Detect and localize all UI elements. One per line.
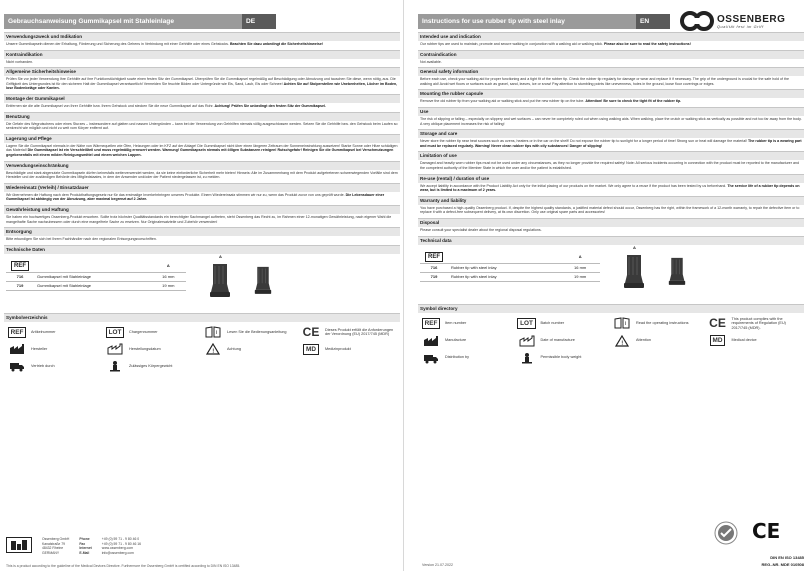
symbol-entry (707, 334, 803, 347)
brand-name: OSSENBERG (717, 13, 786, 25)
de-section-bold: Die Lebensdauer einer Gummikapsel ist abhängig von der Abnutzung, aber maximal begrenzt auf 2 Jahre. (6, 192, 385, 202)
rubber-tip-image-2 (668, 253, 690, 289)
svg-text:i: i (216, 330, 218, 337)
col-a-header: A (560, 251, 600, 264)
de-section-title: Kontraindikation (4, 50, 400, 59)
de-section-bold: Achtung! Prüfen Sie unbedingt den festen Sitz der Gummikapsel. (214, 103, 326, 108)
md-icon: MD (707, 334, 729, 347)
ce-mark-icon: CE (752, 519, 781, 543)
symbol-entry (202, 326, 300, 339)
en-section-text (418, 183, 804, 193)
book-icon (611, 317, 633, 330)
en-symbol-section (418, 304, 804, 365)
factory-icon (6, 343, 28, 356)
warning-icon (611, 334, 633, 347)
table-row (420, 272, 600, 281)
ossenberg-logo-mark (6, 537, 32, 553)
de-section-bold: Beachten Sie dazu unbedingt die Sicherheitshinweise! (229, 42, 324, 46)
en-section-title: Mounting the rubber capsule (418, 89, 804, 98)
en-section-bold: The service life of a rubber tip depends on wear, but is limited to a maximum of 2 years. (420, 183, 800, 193)
dimension-label-a: A (633, 244, 636, 250)
symbol-entry (516, 351, 612, 364)
symbol-label: Read the operating instructions (636, 321, 689, 326)
table-header-row (420, 251, 600, 264)
symbol-label: Artikelnummer (31, 329, 56, 334)
en-section-text (418, 227, 804, 233)
size-cell: 16 mm (560, 263, 600, 272)
en-section-title: Re-use (rental) / duration of use (418, 174, 804, 183)
ce-icon: CE (709, 316, 726, 331)
en-section (418, 151, 804, 170)
size-cell: 16 mm (151, 272, 186, 281)
symbol-entry (420, 351, 516, 364)
size-cell: 19 mm (151, 281, 186, 290)
ossenberg-logo-icon (680, 11, 714, 31)
en-section-text (418, 205, 804, 215)
ref-icon: REF (6, 326, 28, 339)
symbol-entry (104, 326, 202, 339)
en-section (418, 50, 804, 65)
de-section-title: Montage der Gummikapsel (4, 94, 400, 103)
symbol-label: Manufacture (445, 338, 467, 343)
en-section (418, 174, 804, 193)
en-section-title: General safety information (418, 67, 804, 76)
size-cell: 19 mm (560, 272, 600, 281)
de-tech-section (4, 245, 400, 310)
de-section-text (4, 121, 400, 131)
table-row (420, 263, 600, 272)
symbol-label: Batch number (540, 321, 565, 326)
en-section-title: Limitation of use (418, 151, 804, 160)
english-header-title: Instructions for use rubber tip with steel inlay (422, 18, 565, 25)
en-section-body: The risk of slipping or falling – especially on slippery and wet surfaces – can never be completely ruled out when using walking aids. When walking, place the crutch or walking stick as vertically as possible and not too far away from the body. A very oblique placement increases the risk of falling! (420, 116, 802, 126)
en-section-text (418, 116, 804, 126)
english-page (404, 0, 808, 571)
de-section-text (4, 214, 400, 224)
de-section-text (4, 143, 400, 158)
ce-icon: CE (302, 324, 320, 339)
de-section-body: Nicht vorhanden. (6, 59, 34, 64)
de-section-body: Wir übernehmen die Haftung nach dem Produkthaftungsgesetz nur für das erstmalige Inverkehrbringen unseres Produkte. Einem Wiedereinsatz stimmen wir nur zu, wenn das Produkt zuvor von uns geprüft wurde. (6, 192, 345, 197)
de-tech-data (4, 254, 400, 310)
de-section-body: Bitte erkundigen Sie sich bei Ihrem Fachhändler nach den regionalen Entsorgungsvorschriften. (6, 237, 157, 242)
de-section-body: Lagern Sie die Gummikapsel niemals in der Nähe von Wärmequellen wie Öfen, Heizungen oder im KFZ auf der Ablage! Die Gummikapsel nicht über einen längeren Zeitraum der Sonneneinstrahlung aussetzen! Starke Sonne oder Hitze schädigen das Material! (6, 143, 398, 153)
english-header-bar (418, 14, 670, 29)
en-symbol-title: Symbol directory (418, 304, 804, 313)
ossenberg-logo (680, 10, 804, 32)
de-section-body: Unsere Gummikapseln dienen der Erhaltung, Förderung und Sicherung des Gehens in Verbindung mit einer Gehhilfe oder eines Gehstocks. (6, 42, 229, 46)
symbol-label: Hersteller (31, 346, 48, 351)
ref-cell: 716 (420, 263, 448, 272)
english-content (418, 32, 804, 367)
symbol-entry (6, 360, 104, 373)
de-section-title: Verwendungszweck und Indikation (4, 32, 400, 41)
de-section-text (4, 236, 400, 242)
en-section-text (418, 41, 804, 47)
desc-cell: Rubber tip with steel inlay (448, 272, 560, 281)
symbol-entry (300, 343, 398, 356)
de-symbol-grid (4, 322, 400, 373)
ref-cell: 719 (6, 281, 34, 290)
desc-cell: Rubber tip with steel inlay (448, 263, 560, 272)
ref-header: REF (420, 251, 448, 264)
truck-icon (6, 360, 28, 373)
de-section-title: Entsorgung (4, 227, 400, 236)
rubber-tip-image-1 (209, 262, 231, 298)
en-tech-table (420, 251, 600, 282)
en-section-title: Storage and care (418, 129, 804, 138)
de-section-title: Wiedereinsatz (Verleih) / Einsatzdauer (4, 183, 400, 192)
en-section-title: Warranty and liability (418, 196, 804, 205)
de-section-title: Allgemeine Sicherheitshinweise (4, 67, 400, 76)
de-section (4, 205, 400, 224)
tuv-seal-icon (714, 521, 738, 545)
de-section-text (4, 192, 400, 202)
table-header-row (6, 260, 186, 273)
symbol-label: Date of manufacture (540, 338, 575, 343)
en-section-text (418, 98, 804, 104)
en-section-body: Never store the rubber tip near heat sources such as ovens, heaters or in the car on the shelf! Do not expose the rubber tip to sunlight for a longer period of time! Strong sun or heat will damage the material! (420, 139, 748, 144)
en-tech-section (418, 236, 804, 301)
de-section (4, 183, 400, 202)
table-row (6, 272, 186, 281)
en-symbol-grid (418, 313, 804, 365)
dimension-label-a: A (219, 253, 222, 259)
symbol-entry (516, 334, 612, 347)
en-section-text (418, 59, 804, 65)
symbol-label: Item number (445, 321, 467, 326)
en-section (418, 89, 804, 104)
symbol-label: Permissible body weight (540, 355, 582, 360)
symbol-entry (202, 343, 300, 356)
symbol-label: Dieses Produkt erfüllt die Anforderungen der Verordnung (EU) 2017/745 (MDR) (325, 327, 394, 337)
en-section-bold: Please also be sure to read the safety instructions! (603, 42, 691, 46)
de-section-bold: Die Gummikapsel ist ein Verschleißteil und muss regelmäßig erneuert werden. Warnung! Gummikapseln niemals mit ölligen Substanzen reinigen! Rutschgefahr! Reinigen Sie die Gummikapsel bei Verschmutzungen gegebenenfalls mit einem milden Reinigungsmittel und einem weichen Lappen. (6, 148, 394, 157)
symbol-label: This product complies with the requirements of Regulation (EU) 2017/745 (MDR). (731, 316, 786, 330)
symbol-label: Attention (636, 338, 651, 343)
de-section-body: Prüfen Sie vor jeder Verwendung Ihre Gehhilfe auf ihre Funktionstüchtigkeit sowie einen festen Sitz der Gummikapsel. Überprüfen Sie die Gummikapsel regelmäßig auf Beschädigung oder Abnutzung und tauschen Sie diese, wenn nötig, aus. Die Griffigkeit des Untergrundes ist für den sicheren Halt der Gummikapsel verantwortlich! Vermeiden Sie feuchte Böden oder Untergründe wie Eis, Sand, Laub, Eis oder Schnee! (6, 77, 396, 86)
en-tech-data (418, 245, 804, 301)
col-a-header: A (151, 260, 186, 273)
version-label: Version 21.07.2022 (422, 563, 453, 567)
desc-header (448, 251, 560, 264)
symbol-label: Chargennummer (129, 329, 158, 334)
en-section-bold: The rubber tip is a wearing part and must be replaced regularly. Warning! Never clean rubber tips with oily substances! Danger of slipping! (420, 139, 802, 148)
german-content (4, 32, 400, 376)
de-section-text (4, 76, 400, 91)
de-section (4, 227, 400, 242)
english-lang-badge: EN (636, 14, 670, 29)
symbol-label: Herstellungsdatum (129, 346, 161, 351)
de-section-text (4, 59, 400, 65)
warning-icon (202, 343, 224, 356)
en-section-text (418, 76, 804, 86)
en-section (418, 67, 804, 86)
symbol-entry (420, 317, 516, 331)
contact-labels: Phone Fax Internet E-Mail (79, 537, 92, 555)
de-section-title: Gewährleistung und Haftung (4, 205, 400, 214)
svg-text:i: i (625, 321, 627, 328)
ref-cell: 716 (6, 272, 34, 281)
company-address: Ossenberg GmbH Kanalstraße 79 48432 Rheine GERMANY (42, 537, 70, 555)
en-tech-title: Technical data (418, 236, 804, 245)
de-section (4, 50, 400, 65)
lot-icon: LOT (516, 317, 538, 330)
symbol-entry (300, 326, 398, 339)
german-header-title: Gebrauchsanweisung Gummikapsel mit Stahleinlage (8, 18, 174, 25)
de-section-body: Die Gefahr des Wegrutschens oder eines Sturzes – insbesondere auf glatten und nassen Untergründen – kann bei der Verwendung von Gehhilfen niemals völlig ausgeschlossen werden. Setzen Sie die Gehhilfe bzw. den Gehstock beim Laufen so senkrecht wie möglich und nicht zu weit vom Körper entfernt auf. (6, 121, 398, 131)
en-section (418, 218, 804, 233)
symbol-entry (6, 343, 104, 356)
de-section-body: Entfernen sie die alte Gummikapsel von Ihrer Gehhilfe bzw. Ihrem Gehstock und stecken Sie die neue Gummikapsel auf das Rohr. (6, 103, 214, 108)
german-bottom-note: This is a product according to the guideline of the Medical Devices Directive. Furthermore the Ossenberg GmbH is certified according to DIN EN ISO 13485. (6, 564, 241, 568)
symbol-entry (611, 317, 707, 331)
symbol-label: Achtung (227, 346, 241, 351)
cert-line-1: DIN EN ISO 13485 (770, 555, 804, 560)
en-section-text (418, 138, 804, 148)
de-section (4, 32, 400, 47)
en-section-body: You have purchased a high-quality Ossenberg product. If, despite the highest quality standards, a justified material defect should occur, Ossenberg has the right, within the framework of a 12-month warranty, to repair the defective item or to replace it with a defect-free subsequent delivery, at its own discretion. Only use original spare parts and accessories! (420, 205, 800, 215)
symbol-label: Lesen Sie die Bedienungsanleitung (227, 329, 287, 334)
symbol-label: Zulässiges Körpergewicht (129, 363, 173, 368)
de-section (4, 67, 400, 91)
de-section-bold: Achten Sie auf Stolperstellen wie Unebenheiten, Löcher im Boden, lose Bodenbeläge oder Kanten. (6, 81, 398, 91)
en-section-body: We accept liability in accordance with the Product Liability Act only for the initial placing of our products on the market. We only agree to a reuse if the product has been tested by us beforehand. (420, 183, 727, 188)
rubber-tip-image-2 (254, 262, 276, 298)
table-row (6, 281, 186, 290)
en-section (418, 196, 804, 215)
svg-text:!: ! (212, 348, 215, 356)
en-section-body: Damaged and heavily worn rubber tips must not be used under any circumstances, as they no longer provide the required safety! Note: All serious incidents occurring in connection with the product must be reported to the manufacturer and the competent authority of the Member State in which the user and/or the patient is established. (420, 161, 799, 170)
de-tech-title: Technische Daten (4, 245, 400, 254)
en-section (418, 129, 804, 148)
lot-icon: LOT (104, 326, 126, 339)
en-section-body: Not available. (420, 59, 442, 64)
symbol-label: Vertrieb durch (31, 363, 55, 368)
date-icon (516, 334, 538, 347)
weight-icon (516, 351, 538, 364)
symbol-entry (611, 334, 707, 347)
de-section-text (4, 103, 400, 109)
de-section (4, 94, 400, 109)
contact-values: +49 (0) 59 71 - 9 80 46 0 +49 (0) 59 71 - 9 80 46 16 www.ossenberg.com info@ossenberg.com (101, 537, 142, 555)
de-section-text (4, 170, 400, 180)
en-section-text (418, 160, 804, 170)
en-section-title: Use (418, 107, 804, 116)
de-section-title: Verwendungseinschränkung (4, 161, 400, 170)
ref-cell: 719 (420, 272, 448, 281)
de-section (4, 161, 400, 180)
de-section-body: Beschädigte und stark abgenutzte Gummikapseln dürfen keinesfalls weiterverwendet werden, da sie keine einforderliche Sicherheit mehr bieten! Hinweis: Alle im Zusammenhang mit dem Produkt aufgetretenen schwerwiegenden Vorfälle sind dem Hersteller und der zuständigen Behörde des Mitgliedstaates, in dem der Anwender und/oder der Patient niedergelassen ist, zu melden. (6, 170, 398, 180)
german-footer (6, 537, 306, 555)
symbol-entry (6, 326, 104, 339)
de-tech-table (6, 260, 186, 291)
de-symbol-section (4, 313, 400, 373)
book-icon (202, 326, 224, 339)
de-section (4, 112, 400, 131)
desc-cell: Gummikapsel mit Stahleinlage (34, 281, 151, 290)
weight-icon (104, 360, 126, 373)
german-header-bar (4, 14, 276, 29)
md-icon: MD (300, 343, 322, 356)
de-section-title: Benutzung (4, 112, 400, 121)
rubber-tip-image-1 (623, 253, 645, 289)
en-section-title: Intended use and indication (418, 32, 804, 41)
symbol-entry (104, 360, 202, 373)
symbol-entry (104, 343, 202, 356)
en-section-title: Disposal (418, 218, 804, 227)
symbol-entry (420, 334, 516, 347)
date-icon (104, 343, 126, 356)
brand-tagline: Qualität fest im Griff (717, 24, 764, 29)
cert-line-2: REG.-NR. MDE 010508 (761, 562, 804, 567)
de-section-text (4, 41, 400, 47)
symbol-label: Medizinprodukt (325, 346, 351, 351)
symbol-entry (707, 317, 803, 331)
desc-cell: Gummikapsel mit Stahleinlage (34, 272, 151, 281)
en-section-bold: Attention! Be sure to check the tight fit of the rubber tip. (585, 99, 682, 104)
symbol-entry (516, 317, 612, 331)
de-symbol-title: Symbolverzeichnis (4, 313, 400, 322)
en-section-title: Contraindication (418, 50, 804, 59)
german-lang-badge: DE (242, 14, 276, 29)
en-section (418, 32, 804, 47)
en-section-body: Before each use, check your walking aid for proper functioning and a tight fit of the rubber tip. Check the rubber tip regularly for damage or wear and replace it if necessary. The grip of the underground is crucial for the safe hold of the walking aid! Avoid wet floors or surfaces such as gravel, sand, leaves, ice or snow! Pay attention to stumbling points like unevenness, holes in the ground, loose floor coverings or edges. (420, 77, 790, 86)
ref-icon: REF (420, 317, 442, 330)
truck-icon (420, 351, 442, 364)
svg-text:!: ! (621, 339, 624, 347)
factory-icon (420, 334, 442, 347)
de-section (4, 134, 400, 158)
en-section-body: Our rubber tips are used to maintain, promote and secure walking in conjunction with a walking aid or walking stick. (420, 42, 603, 46)
en-section-body: Remove the old rubber tip from your walking aid or walking stick and put the new rubber tip on the tube. (420, 99, 585, 104)
desc-header (34, 260, 151, 273)
symbol-label: Distribution by (445, 355, 470, 360)
en-section-body: Please consult your specialist dealer about the regional disposal regulations. (420, 227, 542, 232)
de-section-body: Sie haben ein hochwertiges Ossenberg-Produkt erworben. Sollte trotz höchster Qualitätsstandards ein berechtigter Sachmangel auftreten, steht Ossenberg das Recht zu, im Rahmen einer 12-monatigen Gewährleistung, nach eigener Wahl die mangelhafte Sache nachzubessern oder durch eine mangelfreie Sache zu ersetzen. Nur Originalersatzteile und Zubehör verwenden! (6, 214, 392, 224)
symbol-label: Medical device (731, 338, 757, 343)
de-section-title: Lagerung und Pflege (4, 134, 400, 143)
ref-header: REF (6, 260, 34, 273)
en-section (418, 107, 804, 126)
